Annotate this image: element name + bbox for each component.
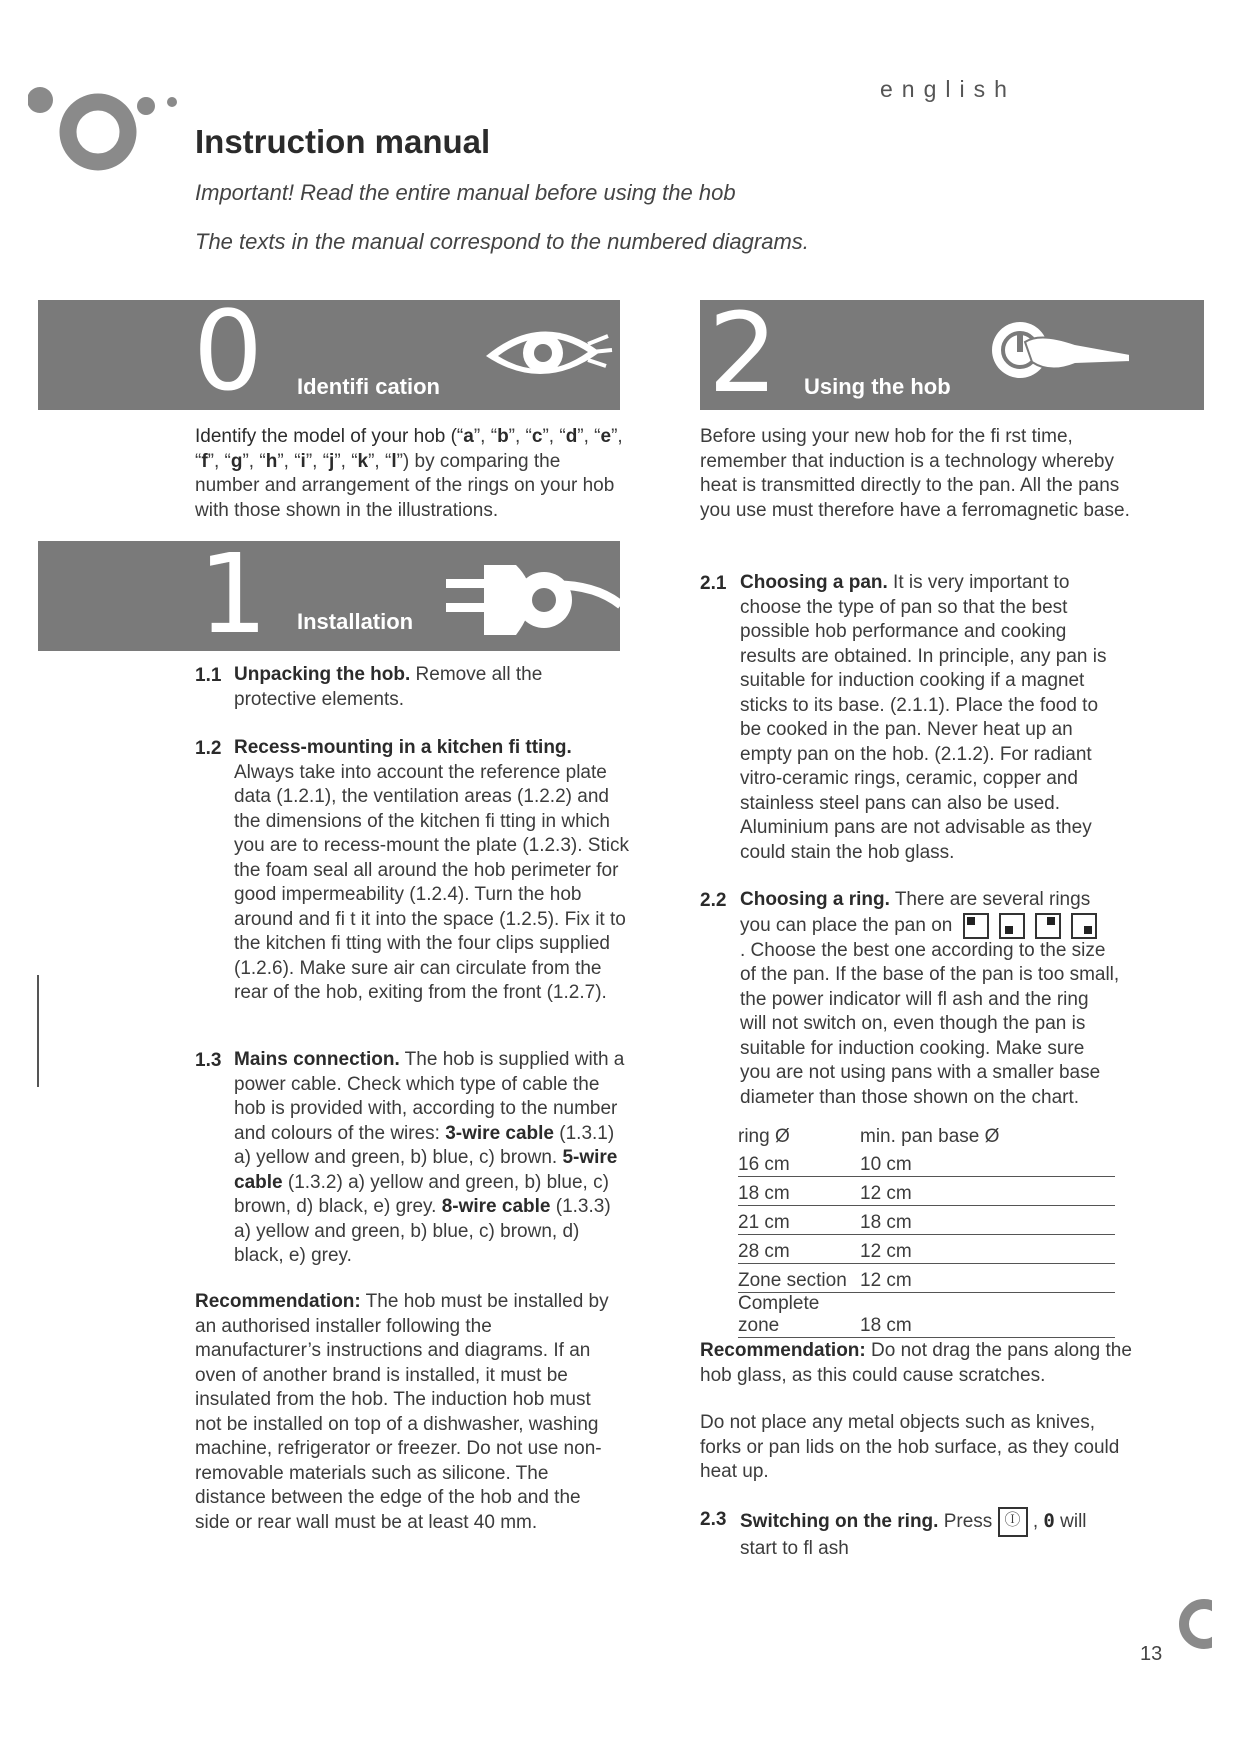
using-intro: Before using your new hob for the fi rst time, remember that induction is a technology whereby heat is transmitted directly to the pan. All the pans you use must therefore have a ferromagnetic base.	[700, 426, 1130, 521]
s0-text: ”, “	[473, 426, 498, 447]
item-1-2-text: Always take into account the reference plate data (1.2.1), the ventilation areas (1.2.2) and the dimensions of the kitchen fi tting in which you are to recess-mount the plate (1.2.3). Stick the foam seal all around the hob perimeter for good impermeability (1.2.4). Turn the hob around and fi t it into the space (1.2.5). Fix it to the kitchen fi tting with the four clips supplied (1.2.6). Make sure air can circulate from the rear of the hob, exiting from the front (1.2.7).	[234, 761, 629, 1003]
item-1-3-text: (1.3.1) a) yellow and green, b) blue, c) brown.	[234, 1122, 615, 1168]
model-g: g	[230, 450, 243, 472]
item-1-2-heading: Recess-mounting in a kitchen fi tting.	[234, 737, 572, 758]
item-1-3-text: (1.3.3) a) yellow and green, b) blue, c) brown, d) black, e) grey.	[234, 1196, 611, 1266]
s0-text: ”, “	[577, 426, 601, 447]
s0-text: ”, “	[207, 450, 231, 472]
item-1-3-number: 1.3	[195, 1050, 222, 1071]
model-l: l	[391, 450, 397, 472]
item-1-3-text: The hob is supplied with a power cable. Check which type of cable the hob is provided with, according to the number and colours of the wires:	[234, 1049, 625, 1144]
subtitle-important: Important! Read the entire manual before using the hob	[195, 180, 736, 205]
item-1-1-number: 1.1	[195, 665, 222, 686]
item-2-3-text: will start to fl ash	[740, 1511, 1087, 1559]
s0-text: ”, “	[242, 450, 266, 472]
table-row	[738, 1177, 1115, 1206]
s0-text: ”, “	[542, 426, 566, 447]
table-row	[738, 1293, 1115, 1338]
power-button-icon: Ⓘ	[998, 1507, 1028, 1537]
model-i: i	[300, 450, 306, 472]
item-2-2-text-continued: . Choose the best one according to the size of the pan. If the base of the pan is too small, the power indicator will fl ash and the ring will not switch on, even though the pan is suitable for induction cooking. Make sure you are not using pans with a smaller base diameter than those shown on the chart.	[740, 939, 1120, 1108]
item-1-1-heading: Unpacking the hob.	[234, 664, 411, 685]
section-1-banner	[38, 530, 620, 658]
table-cell: 10 cm	[860, 1148, 1115, 1177]
table-cell: 18 cm	[860, 1206, 1115, 1235]
s0-text: ”, “	[368, 450, 392, 472]
table-cell: Zone section	[738, 1264, 860, 1293]
ring-top-left-icon	[963, 913, 989, 939]
brand-logo-icon	[28, 72, 178, 182]
table-header-ring: ring Ø	[738, 1126, 790, 1147]
model-c: c	[531, 426, 543, 447]
item-2-2	[740, 888, 1120, 1110]
item-2-3-text: ,	[1027, 1511, 1044, 1533]
eight-wire-label: 8-wire cable	[441, 1196, 551, 1217]
plug-icon	[446, 555, 621, 645]
item-1-2	[234, 736, 629, 1006]
s0-text: ”, “	[195, 426, 623, 472]
ring-top-right-icon	[1035, 913, 1061, 939]
margin-line	[37, 975, 39, 1087]
recommendation-heading: Recommendation:	[700, 1340, 866, 1361]
table-cell: 18 cm	[738, 1177, 860, 1206]
installation-recommendation	[195, 1290, 615, 1535]
item-2-3	[740, 1507, 1120, 1562]
item-1-3-heading: Mains connection.	[234, 1049, 400, 1070]
eye-icon	[478, 314, 613, 394]
table-cell: 18 cm	[860, 1293, 1115, 1338]
item-2-1	[740, 571, 1120, 865]
item-1-3	[234, 1048, 629, 1269]
model-e: e	[600, 426, 612, 447]
subtitle-diagrams: The texts in the manual correspond to the numbered diagrams.	[195, 229, 809, 254]
s0-text: Identify the model of your hob (“	[195, 426, 464, 447]
s0-text: ”, “	[277, 450, 301, 472]
item-2-3-heading: Switching on the ring.	[740, 1511, 939, 1533]
ring-size-table	[738, 1120, 1115, 1338]
table-header-pan-base: min. pan base Ø	[860, 1126, 1000, 1147]
recommendation-heading: Recommendation:	[195, 1291, 361, 1312]
table-row	[738, 1148, 1115, 1177]
item-2-3-number: 2.3	[700, 1509, 727, 1530]
section-1-label: Installation	[297, 609, 414, 634]
touch-button-icon	[980, 314, 1160, 394]
table-row	[738, 1235, 1115, 1264]
item-2-2-text: There are several rings you can place the pan on	[740, 889, 1091, 936]
s0-text: ”, “	[334, 450, 358, 472]
metal-objects-warning: Do not place any metal objects such as knives, forks or pan lids on the hob surface, as they could heat up.	[700, 1412, 1120, 1482]
table-cell: 16 cm	[738, 1148, 860, 1177]
using-recommendation	[700, 1339, 1140, 1388]
section-2-label: Using the hob	[804, 374, 951, 399]
ring-bottom-right-icon	[1071, 913, 1097, 939]
display-digit-icon: 0	[1043, 1510, 1055, 1533]
table-row	[738, 1264, 1115, 1293]
item-2-1-number: 2.1	[700, 573, 727, 594]
page-number: 13	[1140, 1643, 1163, 1665]
table-cell: 12 cm	[860, 1177, 1115, 1206]
language-label: english	[880, 76, 1016, 102]
item-2-2-heading: Choosing a ring.	[740, 889, 890, 910]
section-2-number: 2	[708, 289, 778, 417]
item-2-1-heading: Choosing a pan.	[740, 572, 888, 593]
table-cell: 28 cm	[738, 1235, 860, 1264]
section-1-number: 1	[198, 530, 268, 658]
corner-ring-icon	[1162, 1590, 1212, 1650]
model-k: k	[357, 450, 369, 472]
model-a: a	[463, 426, 474, 447]
table-cell: 21 cm	[738, 1206, 860, 1235]
item-2-3-text: Press	[938, 1511, 998, 1533]
five-wire-label: 5-wire cable	[234, 1147, 618, 1193]
section-0-banner	[38, 287, 620, 415]
ring-bottom-left-icon	[999, 913, 1025, 939]
section-2-banner	[700, 289, 1204, 417]
item-1-3-text: (1.3.2) a) yellow and green, b) blue, c) brown, d) black, e) grey.	[234, 1171, 609, 1217]
model-f: f	[201, 450, 208, 472]
table-row	[738, 1206, 1115, 1235]
table-cell: 12 cm	[860, 1264, 1115, 1293]
item-2-1-text: It is very important to choose the type of pan so that the best possible hob performance and cooking results are obtained. In principle, any pan is suitable for induction cooking if a magnet sticks to its base. (2.1.1). Place the food to be cooked in the pan. Never heat up an empty pan on the hob. (2.1.2). For radiant vitro-ceramic rings, ceramic, copper and stainless steel pans can also be used. Aluminium pans are not advisable as they could stain the hob glass.	[740, 572, 1107, 863]
item-1-2-number: 1.2	[195, 738, 222, 759]
model-h: h	[265, 450, 278, 472]
model-d: d	[565, 426, 578, 447]
s0-text: ”) by comparing the number and arrangement of the rings on your hob with those shown in the illustrations.	[195, 450, 615, 521]
section-0-body	[195, 425, 625, 523]
table-cell: Complete zone	[738, 1293, 860, 1338]
recommendation-text: The hob must be installed by an authorised installer following the manufacturer’s instructions and diagrams. If an oven of another brand is installed, it must be insulated from the hob. The induction hob must not be installed on top of a dishwasher, washing machine, refrigerator or freezer. Do not use non-removable materials such as silicone. The distance between the edge of the hob and the side or rear wall must be at least 40 mm.	[195, 1291, 609, 1533]
three-wire-label: 3-wire cable	[445, 1122, 554, 1144]
section-0-number: 0	[193, 287, 263, 415]
item-1-1-text: Remove all the protective elements.	[234, 664, 543, 710]
item-2-2-number: 2.2	[700, 890, 727, 911]
table-cell: 12 cm	[860, 1235, 1115, 1264]
page-title: Instruction manual	[195, 123, 491, 160]
s0-text: ”, “	[508, 426, 532, 447]
s0-text: ”, “	[305, 450, 330, 472]
item-1-1	[234, 663, 614, 712]
model-j: j	[329, 450, 335, 472]
recommendation-text: Do not drag the pans along the hob glass, as this could cause scratches.	[700, 1340, 1132, 1386]
section-0-label: Identifi cation	[297, 374, 440, 399]
model-b: b	[497, 426, 509, 447]
